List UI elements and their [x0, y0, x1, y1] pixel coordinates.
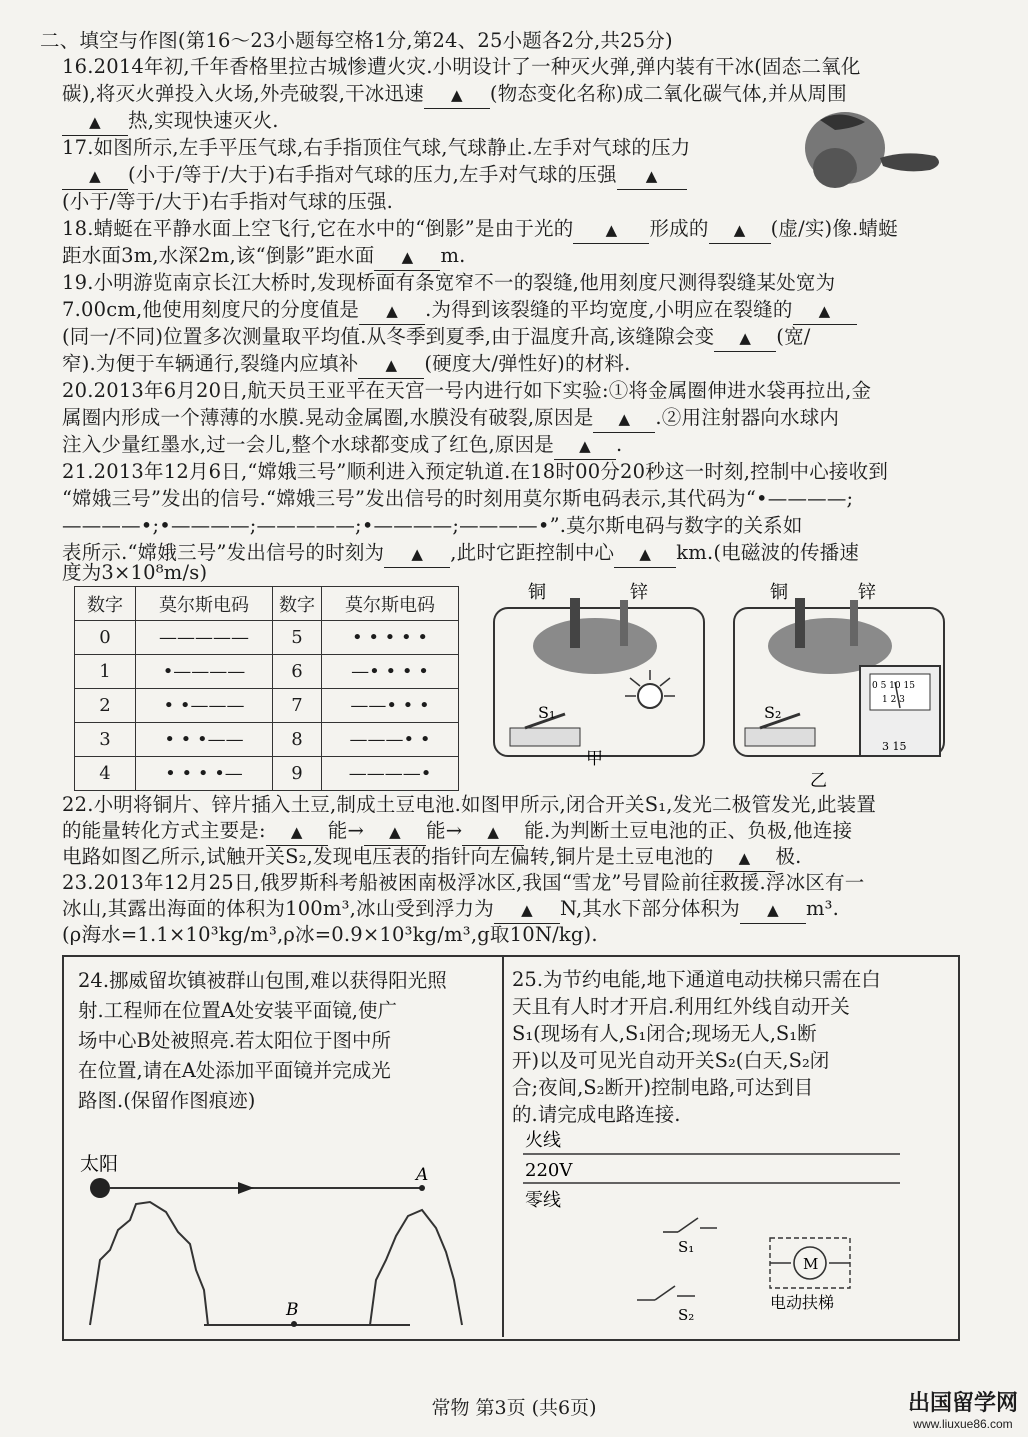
answer-blank[interactable]: ▲: [384, 540, 450, 568]
table-cell: 1: [75, 655, 136, 689]
answer-blank[interactable]: ▲: [709, 216, 771, 244]
switch-s2-blade: [655, 1286, 675, 1300]
label-voltage: 220V: [525, 1160, 573, 1181]
meter-scale: 0 5 10 15: [872, 681, 915, 691]
label-s2: S₂: [678, 1306, 695, 1324]
table-cell: ———• •: [322, 723, 459, 757]
sun-icon: [90, 1178, 110, 1198]
q19-line2: 7.00cm,他使用刻度尺的分度值是 ▲ .为得到该裂缝的平均宽度,小明应在裂缝的 ▲: [62, 297, 857, 325]
q17-line1: 17.如图所示,左手平压气球,右手指顶住气球,气球静止.左手对气球的压力: [62, 136, 691, 159]
table-header: 数字: [75, 587, 136, 621]
answer-blank[interactable]: ▲: [494, 896, 560, 924]
q24-line: 射.工程师在位置A处安装平面镜,使广: [78, 999, 397, 1022]
q24-line: 场中心B处被照亮.若太阳位于图中所: [78, 1029, 392, 1052]
table-header: 数字: [273, 587, 322, 621]
label-s1: S₁: [538, 703, 556, 722]
q21-line3: ————•;•————;—————;•————;————•”.莫尔斯电码与数字的关系如: [62, 514, 803, 537]
answer-blank[interactable]: ▲: [462, 818, 524, 846]
zinc-plate: [850, 600, 858, 646]
mountain-right: [370, 1210, 462, 1325]
right-finger: [880, 153, 939, 171]
table-cell: 5: [273, 621, 322, 655]
answer-blank[interactable]: ▲: [358, 351, 424, 379]
answer-blank[interactable]: ▲: [424, 81, 490, 109]
label-a: A: [416, 1165, 429, 1185]
circuit-yi: [734, 598, 944, 756]
balloon-shadow: [813, 148, 857, 188]
table-cell: •————: [136, 655, 273, 689]
q25-line: 天且有人时才开启.利用红外线自动开关: [512, 995, 850, 1018]
label-b: B: [286, 1300, 299, 1320]
meter-inner: 1 2 3: [882, 695, 905, 705]
answer-blank[interactable]: ▲: [554, 432, 616, 460]
q25-line: 25.为节约电能,地下通道电动扶梯只需在白: [512, 968, 881, 991]
q17-line3: (小于/等于/大于)右手指对气球的压强.: [62, 190, 394, 213]
table-cell: 8: [273, 723, 322, 757]
switch-s2: [745, 728, 815, 746]
answer-blank[interactable]: ▲: [713, 844, 775, 872]
potato-battery-figures: [490, 578, 960, 790]
table-cell: 6: [273, 655, 322, 689]
answer-blank[interactable]: ▲: [374, 243, 440, 271]
q20-line2: 属圈内形成一个薄薄的水膜.晃动金属圈,水膜没有破裂,原因是 ▲ .②用注射器向水球内: [62, 405, 839, 433]
table-row: [75, 621, 459, 655]
q18-line2: 距水面3m,水深2m,该“倒影”距水面 ▲ m.: [62, 243, 466, 271]
table-cell: 4: [75, 757, 136, 791]
q21-line2: “嫦娥三号”发出的信号.“嫦娥三号”发出信号的时刻用莫尔斯电码表示,其代码为“•————;: [62, 487, 854, 510]
table-row: [75, 723, 459, 757]
answer-blank[interactable]: ▲: [266, 818, 328, 846]
label-escalator: 电动扶梯: [770, 1293, 835, 1312]
ray-arrow-icon: [238, 1182, 254, 1194]
label-yi: 乙: [810, 771, 827, 790]
q16-line1: 16.2014年初,千年香格里拉古城惨遭火灾.小明设计了一种灭火弹,弹内装有干冰(固态二氧化: [62, 55, 861, 78]
point-a: [419, 1185, 425, 1191]
table-cell: ————•: [322, 757, 459, 791]
mountain-left: [90, 1202, 208, 1325]
table-cell: ——• • •: [322, 689, 459, 723]
table-header: 莫尔斯电码: [136, 587, 273, 621]
page-footer: 常物 第3页 (共6页): [431, 1397, 597, 1419]
q23-line2: 冰山,其露出海面的体积为100m³,冰山受到浮力为 ▲ N,其水下部分体积为 ▲ m³.: [62, 896, 839, 924]
q16-line2: 碳),将灭火弹投入火场,外壳破裂,干冰迅速 ▲ (物态变化名称)成二氧化碳气体,并从周围: [62, 81, 847, 109]
q22-line3: 电路如图乙所示,试触开关S₂,发现电压表的指针向左偏转,铜片是土豆电池的 ▲ 极.: [62, 844, 802, 872]
label-sun: 太阳: [80, 1153, 119, 1175]
q19-line3: (同一/不同)位置多次测量取平均值.从冬季到夏季,由于温度升高,该缝隙会变 ▲ (宽/: [62, 324, 811, 352]
escalator-circuit: [515, 1120, 945, 1335]
label-zinc: 锌: [630, 582, 648, 603]
meter-terminals: 3 15: [882, 740, 907, 753]
q16-line3: ▲ 热,实现快速灭火.: [62, 108, 279, 136]
answer-blank[interactable]: ▲: [714, 324, 776, 352]
q23-line1: 23.2013年12月25日,俄罗斯科考船被困南极浮冰区,我国“雪龙”号冒险前往救援.浮冰区有一: [62, 871, 865, 894]
q17-line2: ▲ (小于/等于/大于)右手指对气球的压力,左手对气球的压强 ▲: [62, 162, 687, 190]
q22-line1: 22.小明将铜片、锌片插入土豆,制成土豆电池.如图甲所示,闭合开关S₁,发光二极管发光,此装置: [62, 793, 877, 816]
answer-blank[interactable]: ▲: [573, 216, 649, 244]
q25-line: S₁(现场有人,S₁闭合;现场无人,S₁断: [512, 1022, 817, 1045]
answer-blank[interactable]: ▲: [793, 297, 857, 325]
table-cell: • • •——: [136, 723, 273, 757]
q25-line: 开)以及可见光自动开关S₂(白天,S₂闭: [512, 1049, 830, 1072]
table-cell: 0: [75, 621, 136, 655]
q18-line1: 18.蜻蜓在平静水面上空飞行,它在水中的“倒影”是由于光的 ▲ 形成的 ▲ (虚/实)像.蜻蜓: [62, 216, 898, 244]
led: [638, 684, 662, 708]
q23-line3: (ρ海水=1.1×10³kg/m³,ρ冰=0.9×10³kg/m³,g取10N/kg).: [62, 923, 598, 946]
table-cell: • •———: [136, 689, 273, 723]
table-row: [75, 689, 459, 723]
circuit-jia: [494, 598, 704, 756]
q21-line4: 表所示.“嫦娥三号”发出信号的时刻为 ▲ ,此时它距控制中心 ▲ km.(电磁波的传播速: [62, 540, 859, 568]
answer-blank[interactable]: ▲: [364, 818, 426, 846]
table-header-row: [75, 587, 459, 621]
table-cell: 2: [75, 689, 136, 723]
q21-line5: 度为3×10⁸m/s): [62, 561, 208, 584]
answer-blank[interactable]: ▲: [359, 297, 425, 325]
zinc-plate: [620, 600, 628, 646]
q20-line3: 注入少量红墨水,过一会儿,整个水球都变成了红色,原因是 ▲ .: [62, 432, 622, 460]
site-watermark: [908, 1386, 1018, 1431]
label-s2: S₂: [764, 703, 782, 722]
morse-table: [74, 586, 459, 791]
table-cell: —• • • •: [322, 655, 459, 689]
q19-line1: 19.小明游览南京长江大桥时,发现桥面有条宽窄不一的裂缝,他用刻度尺测得裂缝某处宽为: [62, 271, 836, 294]
label-copper: 铜: [528, 582, 546, 603]
label-jia: 甲: [586, 749, 603, 769]
answer-blank[interactable]: ▲: [617, 162, 687, 190]
label-neutral: 零线: [525, 1190, 561, 1211]
section-header: 二、填空与作图(第16～23小题每空格1分,第24、25小题各2分,共25分): [40, 29, 673, 52]
answer-blank[interactable]: ▲: [593, 405, 655, 433]
q24-text: [78, 966, 447, 1116]
label-s1: S₁: [678, 1238, 695, 1256]
label-live: 火线: [525, 1130, 561, 1151]
balloon-figure: [795, 108, 955, 208]
q25-text: [512, 966, 881, 1128]
table-row: [75, 655, 459, 689]
box-divider: [502, 957, 504, 1337]
table-cell: —————: [136, 621, 273, 655]
switch-s1-blade: [678, 1218, 698, 1232]
answer-blank[interactable]: ▲: [62, 162, 128, 190]
q24-line: 路图.(保留作图痕迹): [78, 1089, 256, 1112]
q21-line1: 21.2013年12月6日,“嫦娥三号”顺利进入预定轨道.在18时00分20秒这一时刻,控制中心接收到: [62, 460, 889, 483]
label-copper: 铜: [770, 582, 788, 603]
potato: [533, 618, 657, 674]
table-cell: 7: [273, 689, 322, 723]
q24-line: 在位置,请在A处添加平面镜并完成光: [78, 1059, 391, 1082]
q20-line1: 20.2013年6月20日,航天员王亚平在天宫一号内进行如下实验:①将金属圈伸进水袋再拉出,金: [62, 379, 872, 402]
answer-blank[interactable]: ▲: [614, 540, 676, 568]
copper-plate: [570, 598, 580, 648]
watermark-url: www.liuxue86.com: [913, 1417, 1013, 1431]
answer-blank[interactable]: ▲: [62, 108, 128, 136]
q25-line: 合;夜间,S₂断开)控制电路,可达到目: [512, 1076, 814, 1099]
answer-blank[interactable]: ▲: [740, 896, 806, 924]
q24-line: 24.挪威留坎镇被群山包围,难以获得阳光照: [78, 969, 447, 992]
label-zinc: 锌: [858, 582, 876, 603]
q22-line2: 的能量转化方式主要是: ▲ 能→ ▲ 能→ ▲ 能.为判断土豆电池的正、负极,他连接: [62, 818, 852, 846]
table-cell: • • • •—: [136, 757, 273, 791]
q19-line4: 窄).为便于车辆通行,裂缝内应填补 ▲ (硬度大/弹性好)的材料.: [62, 351, 631, 379]
table-header: 莫尔斯电码: [322, 587, 459, 621]
switch-s1: [510, 728, 580, 746]
q25-line: 的.请完成电路连接.: [512, 1103, 681, 1126]
table-cell: 9: [273, 757, 322, 791]
mirror-diagram: [70, 1140, 500, 1330]
label-motor: M: [803, 1255, 819, 1273]
table-row: [75, 757, 459, 791]
table-cell: • • • • •: [322, 621, 459, 655]
table-cell: 3: [75, 723, 136, 757]
watermark-name: 出国留学网: [907, 1390, 1018, 1415]
point-b: [291, 1321, 297, 1327]
copper-plate: [795, 598, 805, 648]
